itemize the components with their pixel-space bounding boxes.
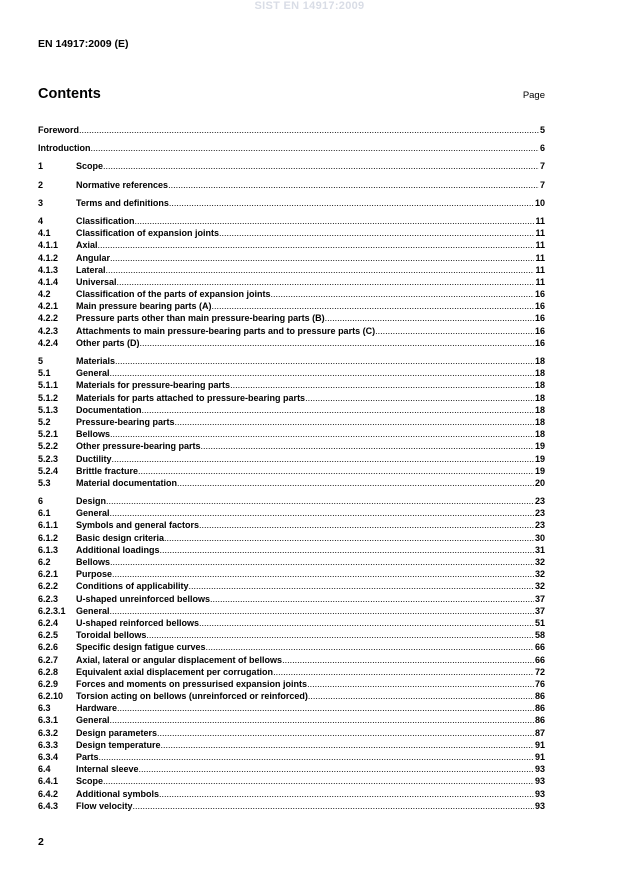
toc-dot-leader [199, 519, 534, 531]
toc-entry-page: 10 [534, 197, 545, 208]
toc-entry-title[interactable]: Foreword [38, 125, 80, 135]
toc-entry-page: 72 [534, 666, 545, 677]
toc-entry-page: 30 [534, 532, 545, 543]
toc-entry-page: 16 [534, 313, 545, 324]
toc-entry[interactable] [38, 239, 545, 251]
toc-entry-number: 6.2.2 [38, 581, 59, 592]
toc-dot-leader [110, 605, 534, 617]
toc-dot-leader [199, 617, 534, 629]
toc-dot-leader [79, 124, 539, 136]
toc-dot-leader [103, 160, 539, 172]
toc-entry[interactable] [38, 714, 545, 726]
toc-dot-leader [282, 654, 534, 666]
toc-entry-number: 5.2.4 [38, 465, 59, 476]
toc-dot-leader [307, 678, 534, 690]
toc-entry[interactable] [38, 702, 545, 714]
toc-entry[interactable] [38, 654, 545, 666]
toc-entry-title[interactable]: Scope [76, 161, 104, 172]
toc-entry-page: 66 [534, 654, 545, 665]
toc-entry-page: 18 [534, 429, 545, 440]
toc-entry[interactable] [38, 495, 545, 507]
toc-dot-leader [375, 325, 534, 337]
toc-entry-title[interactable]: Terms and definitions [76, 197, 169, 208]
toc-entry-title[interactable]: Additional loadings [76, 544, 160, 555]
toc-entry-title[interactable]: U-shaped unreinforced bellows [76, 593, 211, 604]
toc-entry-number: 6.2.7 [38, 654, 59, 665]
toc-entry-page: 16 [534, 301, 545, 312]
toc-entry-page: 11 [535, 264, 545, 275]
toc-entry[interactable] [38, 788, 545, 800]
toc-entry-number: 6.1.3 [38, 544, 59, 555]
toc-entry[interactable] [38, 739, 545, 751]
toc-entry[interactable] [38, 800, 545, 812]
toc-entry-number: 6.3.1 [38, 715, 59, 726]
toc-entry-number: 6.2.8 [38, 666, 59, 677]
toc-entry-page: 87 [534, 727, 545, 738]
toc-entry-number: 6.3.4 [38, 752, 59, 762]
toc-entry[interactable] [38, 312, 545, 324]
toc-entry-number: 5.2.1 [38, 429, 59, 440]
toc-entry-title[interactable]: Torsion acting on bellows (unreinforced or reinforced) [76, 691, 308, 702]
toc-entry[interactable] [38, 678, 545, 690]
toc-entry-page: 11 [535, 215, 545, 226]
toc-entry-number: 4.1.1 [38, 240, 59, 251]
toc-entry-title[interactable]: Angular [76, 252, 111, 263]
toc-entry[interactable] [38, 379, 545, 391]
toc-entry-page: 16 [534, 289, 545, 300]
toc-entry-number: 2 [38, 179, 44, 190]
document-id: EN 14917:2009 (E) [38, 38, 129, 50]
toc-entry-page: 51 [534, 617, 545, 628]
toc-dot-leader [305, 392, 534, 404]
toc-entry-number: 6.2.1 [38, 569, 59, 580]
toc-entry-title[interactable]: Lateral [76, 264, 106, 275]
toc-entry[interactable] [38, 179, 545, 191]
toc-entry-page: 18 [534, 356, 545, 366]
toc-dot-leader [112, 453, 534, 465]
toc-entry-title[interactable]: Classification [76, 215, 135, 226]
toc-entry-number: 3 [38, 197, 44, 208]
toc-entry-page: 11 [535, 240, 545, 251]
toc-entry-page: 16 [534, 325, 545, 336]
toc-entry-title[interactable]: U-shaped reinforced bellows [76, 617, 200, 628]
toc-entry[interactable] [38, 215, 545, 227]
toc-entry-number: 6.4.3 [38, 800, 59, 811]
toc-entry-number: 6.2.4 [38, 617, 59, 628]
toc-entry-page: 7 [539, 179, 545, 190]
toc-entry[interactable] [38, 227, 545, 239]
toc-entry-page: 16 [534, 337, 545, 348]
toc-entry-number: 6.2.3.1 [38, 605, 66, 616]
toc-entry-page: 23 [534, 520, 545, 531]
toc-entry-page: 93 [534, 764, 545, 775]
toc-entry-title[interactable]: Design parameters [76, 727, 158, 738]
toc-entry-number: 6.3.3 [38, 739, 59, 750]
toc-entry[interactable] [38, 580, 545, 592]
toc-entry-number: 6.2.6 [38, 642, 59, 653]
toc-dot-leader [175, 416, 534, 428]
toc-dot-leader [135, 215, 535, 227]
toc-entry-title[interactable]: Forces and moments on pressurised expansion joints [76, 678, 308, 689]
toc-entry-number: 6.2.10 [38, 691, 64, 702]
toc-entry[interactable] [38, 197, 545, 209]
toc-entry-title[interactable]: Materials for parts attached to pressure-bearing parts [76, 392, 306, 403]
toc-entry-number: 4.1.3 [38, 264, 59, 275]
toc-entry-number: 4.1.4 [38, 276, 59, 287]
toc-dot-leader [210, 593, 534, 605]
toc-dot-leader [159, 788, 534, 800]
toc-dot-leader [110, 367, 534, 379]
toc-entry-number: 6.1 [38, 508, 51, 519]
toc-entry-title[interactable]: Hardware [76, 703, 118, 714]
toc-entry[interactable] [38, 160, 545, 172]
toc-entry-title[interactable]: Other pressure-bearing parts [76, 441, 201, 452]
toc-entry-page: 37 [534, 593, 545, 604]
toc-entry-page: 23 [534, 508, 545, 519]
toc-dot-leader [117, 276, 535, 288]
toc-dot-leader [117, 702, 534, 714]
toc-entry-page: 31 [534, 544, 545, 555]
toc-dot-leader [206, 641, 534, 653]
toc-entry-number: 6.2.3 [38, 593, 59, 604]
toc-dot-leader [161, 739, 534, 751]
toc-entry-title[interactable]: General [76, 605, 110, 616]
toc-dot-leader [110, 714, 534, 726]
toc-entry[interactable] [38, 641, 545, 653]
toc-dot-leader [273, 666, 534, 678]
toc-entry-title[interactable]: General [76, 368, 110, 379]
toc-entry-number: 6.4 [38, 764, 51, 775]
toc-entry-title[interactable]: Classification of expansion joints [76, 228, 220, 239]
toc-entry-title[interactable]: Internal sleeve [76, 764, 139, 775]
toc-entry-title[interactable]: Equivalent axial displacement per corrugation [76, 666, 274, 677]
toc-entry-title[interactable]: Bellows [76, 557, 111, 567]
toc-entry-title[interactable]: Attachments to main pressure-bearing parts and to pressure parts (C) [76, 325, 376, 336]
table-of-contents [38, 124, 545, 812]
toc-dot-leader [110, 556, 534, 568]
toc-entry[interactable] [38, 544, 545, 556]
toc-entry[interactable] [38, 775, 545, 787]
toc-entry[interactable] [38, 666, 545, 678]
toc-entry[interactable] [38, 392, 545, 404]
toc-entry-number: 6.2 [38, 557, 51, 567]
toc-entry[interactable] [38, 751, 545, 763]
toc-entry[interactable] [38, 355, 545, 367]
toc-entry-number: 6.2.5 [38, 630, 59, 641]
toc-dot-leader [110, 252, 534, 264]
toc-entry-title[interactable]: Parts [76, 752, 99, 762]
toc-dot-leader [91, 142, 539, 154]
toc-entry-title[interactable]: Normative references [76, 179, 169, 190]
toc-entry[interactable] [38, 690, 545, 702]
toc-dot-leader [201, 440, 534, 452]
toc-entry[interactable] [38, 367, 545, 379]
toc-entry-page: 93 [534, 788, 545, 799]
toc-entry-title[interactable]: Specific design fatigue curves [76, 642, 206, 653]
toc-entry-number: 6 [38, 496, 44, 507]
toc-entry-page: 18 [534, 416, 545, 427]
toc-entry-title[interactable]: Main pressure bearing parts (A) [76, 301, 212, 312]
toc-entry-title[interactable]: Symbols and general factors [76, 520, 200, 531]
toc-entry-page: 37 [534, 605, 545, 616]
toc-dot-leader [112, 568, 534, 580]
toc-entry-page: 18 [534, 404, 545, 415]
toc-entry[interactable] [38, 477, 545, 489]
watermark-text: SIST EN 14917:2009 [254, 0, 365, 12]
toc-entry[interactable] [38, 276, 545, 288]
toc-entry-number: 5.1.1 [38, 380, 59, 391]
toc-dot-leader [138, 465, 534, 477]
page-number: 2 [38, 836, 44, 848]
toc-entry-page: 32 [534, 557, 545, 567]
toc-entry-title[interactable]: Introduction [38, 143, 91, 154]
toc-entry-title[interactable]: Axial, lateral or angular displacement of bellows [76, 654, 283, 665]
toc-entry[interactable] [38, 428, 545, 440]
toc-entry-page: 86 [534, 691, 545, 702]
toc-entry-page: 86 [534, 715, 545, 726]
toc-entry-number: 4.2.1 [38, 301, 59, 312]
toc-entry-page: 32 [534, 569, 545, 580]
toc-entry-title[interactable]: Design temperature [76, 739, 161, 750]
toc-entry-title[interactable]: Toroidal bellows [76, 630, 147, 641]
toc-entry-page: 91 [534, 752, 545, 762]
toc-dot-leader [219, 227, 534, 239]
toc-entry-number: 4.1.2 [38, 252, 59, 263]
toc-dot-leader [139, 763, 534, 775]
toc-entry[interactable] [38, 300, 545, 312]
toc-dot-leader [325, 312, 534, 324]
toc-entry-title[interactable]: General [76, 508, 110, 519]
toc-dot-leader [164, 532, 534, 544]
toc-dot-leader [133, 800, 534, 812]
toc-entry-number: 5.1.3 [38, 404, 59, 415]
toc-entry-title[interactable]: Flow velocity [76, 800, 133, 811]
toc-entry-number: 4.2.3 [38, 325, 59, 336]
toc-entry-page: 18 [534, 380, 545, 391]
toc-entry-number: 6.4.2 [38, 788, 59, 799]
toc-entry-title[interactable]: Design [76, 496, 107, 507]
toc-entry[interactable] [38, 325, 545, 337]
toc-entry[interactable] [38, 453, 545, 465]
toc-entry-number: 5.1 [38, 368, 51, 379]
toc-entry-page: 76 [534, 678, 545, 689]
toc-entry-page: 7 [539, 161, 545, 172]
toc-entry[interactable] [38, 288, 545, 300]
toc-entry-number: 5.2.2 [38, 441, 59, 452]
toc-entry-number: 4.2.4 [38, 337, 59, 348]
toc-entry-number: 4 [38, 215, 44, 226]
toc-entry-page: 11 [535, 252, 545, 263]
toc-entry-title[interactable]: Additional symbols [76, 788, 160, 799]
toc-dot-leader [160, 544, 534, 556]
toc-entry-page: 58 [534, 630, 545, 641]
toc-entry-number: 5.2 [38, 416, 51, 427]
toc-dot-leader [230, 379, 534, 391]
toc-entry-number: 6.1.2 [38, 532, 59, 543]
toc-dot-leader [99, 751, 534, 763]
toc-entry-title[interactable]: Material documentation [76, 477, 178, 488]
toc-dot-leader [142, 404, 534, 416]
toc-entry[interactable] [38, 532, 545, 544]
toc-entry[interactable] [38, 519, 545, 531]
toc-entry-number: 1 [38, 161, 44, 172]
toc-entry-page: 19 [534, 453, 545, 464]
toc-entry-page: 32 [534, 581, 545, 592]
toc-entry[interactable] [38, 337, 545, 349]
toc-entry[interactable] [38, 556, 545, 568]
toc-entry-title[interactable]: Scope [76, 776, 104, 787]
toc-entry-page: 23 [534, 496, 545, 507]
toc-dot-leader [110, 507, 534, 519]
toc-entry-number: 4.1 [38, 228, 51, 239]
toc-entry[interactable] [38, 568, 545, 580]
toc-entry-title[interactable]: Purpose [76, 569, 113, 580]
toc-dot-leader [169, 197, 534, 209]
toc-entry[interactable] [38, 507, 545, 519]
toc-entry-number: 4.2.2 [38, 313, 59, 324]
toc-dot-leader [271, 288, 534, 300]
toc-entry-page: 5 [539, 125, 545, 135]
toc-entry-title[interactable]: Classification of the parts of expansion joints [76, 289, 271, 300]
toc-entry-page: 66 [534, 642, 545, 653]
toc-entry-number: 5.1.2 [38, 392, 59, 403]
toc-entry[interactable] [38, 727, 545, 739]
toc-entry-page: 19 [534, 441, 545, 452]
toc-entry-title[interactable]: Pressure parts other than main pressure-bearing parts (B) [76, 313, 325, 324]
toc-dot-leader [308, 690, 534, 702]
toc-entry[interactable] [38, 465, 545, 477]
toc-dot-leader [212, 300, 534, 312]
toc-entry-title[interactable]: Materials [76, 356, 116, 366]
toc-dot-leader [98, 239, 535, 251]
toc-entry-page: 6 [539, 143, 545, 154]
toc-dot-leader [106, 264, 535, 276]
toc-entry-number: 5.2.3 [38, 453, 59, 464]
toc-dot-leader [115, 355, 534, 367]
toc-entry-number: 4.2 [38, 289, 51, 300]
toc-dot-leader [189, 580, 534, 592]
toc-entry-title[interactable]: General [76, 715, 110, 726]
toc-dot-leader [103, 775, 534, 787]
toc-entry-title[interactable]: Pressure-bearing parts [76, 416, 175, 427]
toc-dot-leader [106, 495, 534, 507]
toc-entry[interactable] [38, 617, 545, 629]
toc-entry[interactable] [38, 264, 545, 276]
toc-entry-page: 93 [534, 800, 545, 811]
toc-entry-page: 18 [534, 368, 545, 379]
toc-entry-page: 91 [534, 739, 545, 750]
toc-entry-title[interactable]: Universal [76, 276, 117, 287]
toc-dot-leader [146, 629, 534, 641]
toc-entry-page: 20 [534, 477, 545, 488]
toc-entry[interactable] [38, 605, 545, 617]
toc-entry-number: 6.3 [38, 703, 51, 714]
toc-entry-title[interactable]: Conditions of applicability [76, 581, 189, 592]
toc-entry-title[interactable]: Documentation [76, 404, 142, 415]
toc-entry-title[interactable]: Ductility [76, 453, 112, 464]
toc-entry[interactable] [38, 593, 545, 605]
toc-entry[interactable] [38, 440, 545, 452]
toc-dot-leader [157, 727, 534, 739]
toc-entry[interactable] [38, 416, 545, 428]
toc-entry-number: 6.2.9 [38, 678, 59, 689]
toc-entry-page: 19 [534, 465, 545, 476]
toc-entry[interactable] [38, 763, 545, 775]
toc-entry[interactable] [38, 142, 545, 154]
toc-entry-page: 86 [534, 703, 545, 714]
toc-entry-title[interactable]: Bellows [76, 429, 111, 440]
page-title: Contents [38, 86, 101, 102]
toc-entry-number: 6.3.2 [38, 727, 59, 738]
toc-entry-number: 6.4.1 [38, 776, 59, 787]
toc-entry-title[interactable]: Materials for pressure-bearing parts [76, 380, 231, 391]
toc-entry[interactable] [38, 124, 545, 136]
toc-entry-page: 18 [534, 392, 545, 403]
toc-dot-leader [110, 428, 534, 440]
toc-entry[interactable] [38, 252, 545, 264]
toc-entry-number: 6.1.1 [38, 520, 59, 531]
toc-entry-title[interactable]: Brittle fracture [76, 465, 139, 476]
toc-entry[interactable] [38, 404, 545, 416]
toc-dot-leader [140, 337, 534, 349]
toc-entry-page: 11 [535, 276, 545, 287]
toc-dot-leader [168, 179, 539, 191]
toc-entry-number: 5.3 [38, 477, 51, 488]
toc-entry-title[interactable]: Axial [76, 240, 98, 251]
page-column-label: Page [522, 90, 545, 101]
toc-dot-leader [177, 477, 534, 489]
toc-entry-number: 5 [38, 356, 44, 366]
toc-entry-page: 93 [534, 776, 545, 787]
toc-entry-title[interactable]: Other parts (D) [76, 337, 140, 348]
toc-entry-page: 11 [535, 228, 545, 239]
toc-entry-title[interactable]: Basic design criteria [76, 532, 165, 543]
toc-entry[interactable] [38, 629, 545, 641]
